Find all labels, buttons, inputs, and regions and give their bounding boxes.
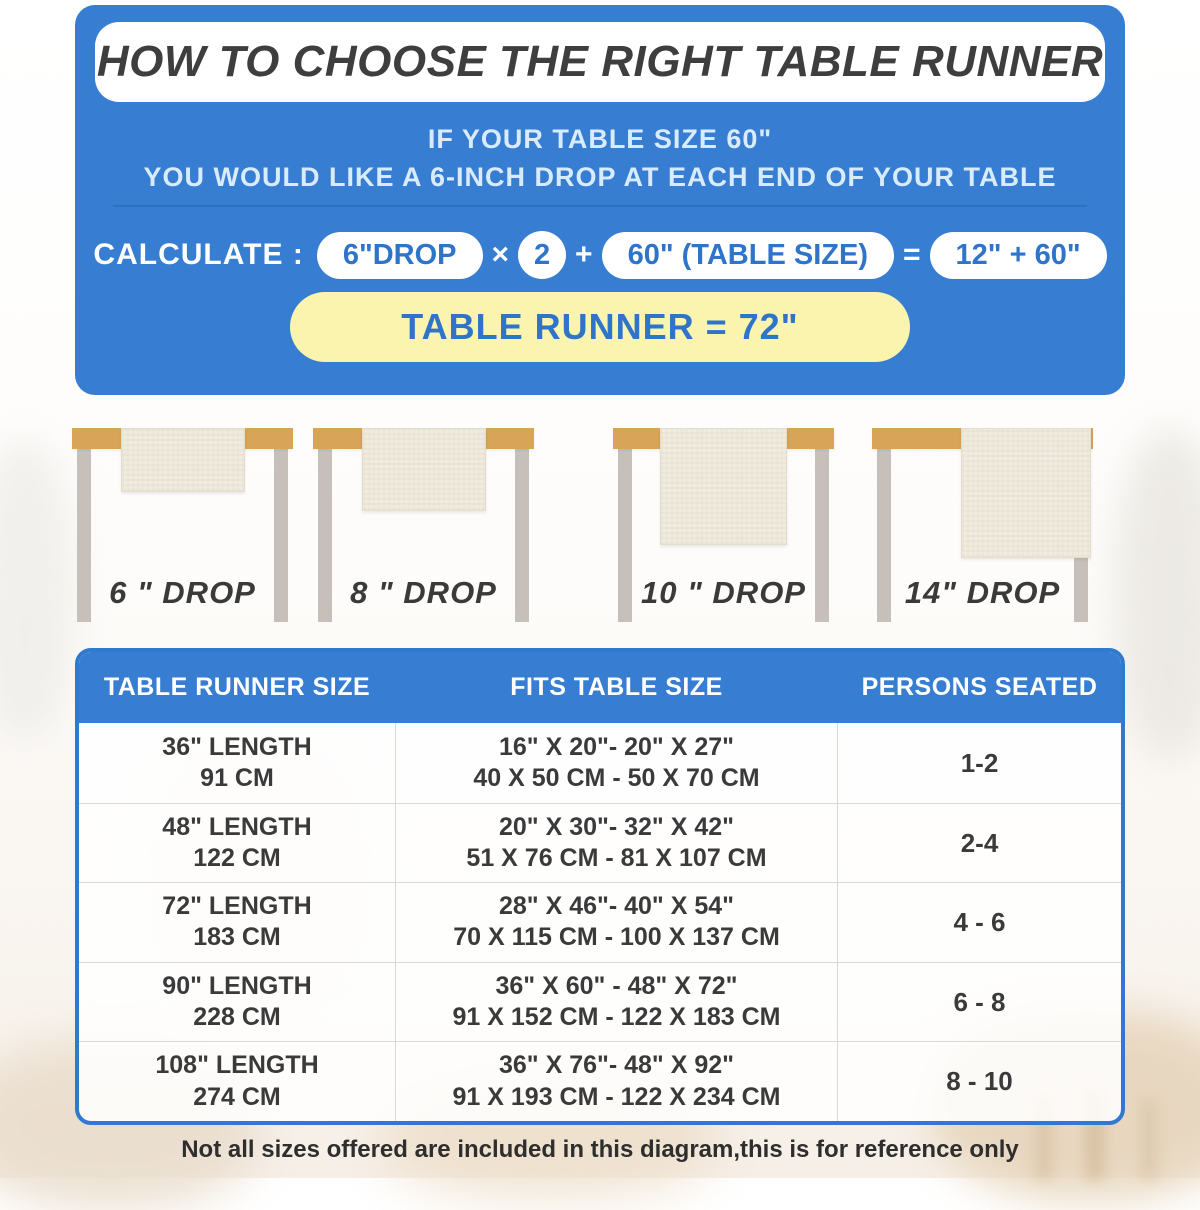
drop-label: 10 " DROP bbox=[641, 575, 806, 610]
title-banner bbox=[95, 22, 1105, 102]
multiplier-badge: 2 bbox=[518, 231, 566, 279]
runner-cloth bbox=[362, 428, 486, 511]
drop-illustrations bbox=[0, 428, 1200, 640]
equals-sign: = bbox=[902, 238, 921, 271]
result-banner bbox=[290, 292, 910, 362]
result-text: TABLE RUNNER = 72" bbox=[401, 306, 799, 347]
hero-panel bbox=[75, 5, 1125, 395]
table-illustration-8-inch bbox=[313, 428, 534, 640]
intro-line-2: YOU WOULD LIKE A 6-INCH DROP AT EACH END OF YOUR TABLE bbox=[143, 162, 1057, 192]
cell-persons: 6 - 8 bbox=[953, 986, 1006, 1017]
cell-persons: 1-2 bbox=[960, 747, 999, 778]
table-row bbox=[79, 1041, 1121, 1121]
cell-runner-size: 108" LENGTH 274 CM bbox=[155, 1051, 319, 1111]
drop-value-pill: 6"DROP bbox=[317, 232, 483, 279]
table-leg-left bbox=[77, 449, 91, 622]
drop-label: 8 " DROP bbox=[350, 575, 497, 610]
table-illustration-6-inch bbox=[72, 428, 293, 640]
cell-persons: 4 - 6 bbox=[953, 907, 1006, 938]
cell-persons: 2-4 bbox=[960, 827, 999, 858]
cell-fits-size: 36" X 76"- 48" X 92" 91 X 193 CM - 122 X 234 CM bbox=[395, 1042, 838, 1121]
cell-runner-size: 36" LENGTH 91 CM bbox=[162, 732, 312, 792]
header-runner-size: TABLE RUNNER SIZE bbox=[103, 673, 371, 701]
header-fits-table-size: FITS TABLE SIZE bbox=[510, 673, 723, 701]
table-illustration-14-inch bbox=[872, 428, 1093, 640]
cell-fits-size: 36" X 60" - 48" X 72" 91 X 152 CM - 122 X 183 CM bbox=[395, 963, 838, 1042]
cell-runner-size: 90" LENGTH 228 CM bbox=[162, 971, 312, 1032]
table-leg-left bbox=[877, 449, 891, 622]
runner-cloth bbox=[961, 428, 1091, 558]
size-chart bbox=[75, 648, 1125, 1125]
table-leg-right bbox=[274, 449, 288, 622]
plus-sign: + bbox=[575, 238, 593, 271]
runner-cloth bbox=[660, 428, 787, 545]
cell-persons: 8 - 10 bbox=[946, 1066, 1013, 1097]
cell-fits-size: 16" X 20"- 20" X 27" 40 X 50 CM - 50 X 70 CM bbox=[395, 723, 838, 803]
footer-note: Not all sizes offered are included in this diagram,this is for reference only bbox=[181, 1136, 1019, 1163]
page-title: HOW TO CHOOSE THE RIGHT TABLE RUNNER bbox=[96, 37, 1104, 86]
table-row bbox=[79, 723, 1121, 803]
cell-runner-size: 48" LENGTH 122 CM bbox=[162, 812, 312, 872]
hero-divider bbox=[113, 205, 1087, 207]
size-chart-header bbox=[79, 652, 1121, 723]
drop-label: 6 " DROP bbox=[109, 575, 256, 610]
multiply-sign: × bbox=[491, 238, 510, 271]
table-row bbox=[79, 962, 1121, 1042]
table-leg-right bbox=[815, 449, 829, 622]
drop-label: 14" DROP bbox=[904, 575, 1061, 610]
table-leg-left bbox=[618, 449, 632, 622]
cell-fits-size: 20" X 30"- 32" X 42" 51 X 76 CM - 81 X 107 CM bbox=[395, 804, 838, 883]
cell-runner-size: 72" LENGTH 183 CM bbox=[162, 892, 312, 952]
runner-cloth bbox=[121, 428, 245, 492]
size-chart-body bbox=[79, 723, 1121, 1121]
calculate-label: CALCULATE : bbox=[93, 238, 304, 271]
table-row bbox=[79, 803, 1121, 883]
table-leg-left bbox=[318, 449, 332, 622]
calculation-row bbox=[75, 227, 1125, 283]
table-illustration-10-inch bbox=[613, 428, 834, 640]
sum-pill: 12" + 60" bbox=[930, 232, 1107, 279]
intro-line-1: IF YOUR TABLE SIZE 60" bbox=[427, 124, 773, 154]
table-leg-right bbox=[515, 449, 529, 622]
table-row bbox=[79, 882, 1121, 962]
header-persons-seated: PERSONS SEATED bbox=[861, 673, 1098, 701]
table-size-pill: 60" (TABLE SIZE) bbox=[602, 232, 894, 279]
cell-fits-size: 28" X 46"- 40" X 54" 70 X 115 CM - 100 X 137 CM bbox=[395, 883, 838, 962]
